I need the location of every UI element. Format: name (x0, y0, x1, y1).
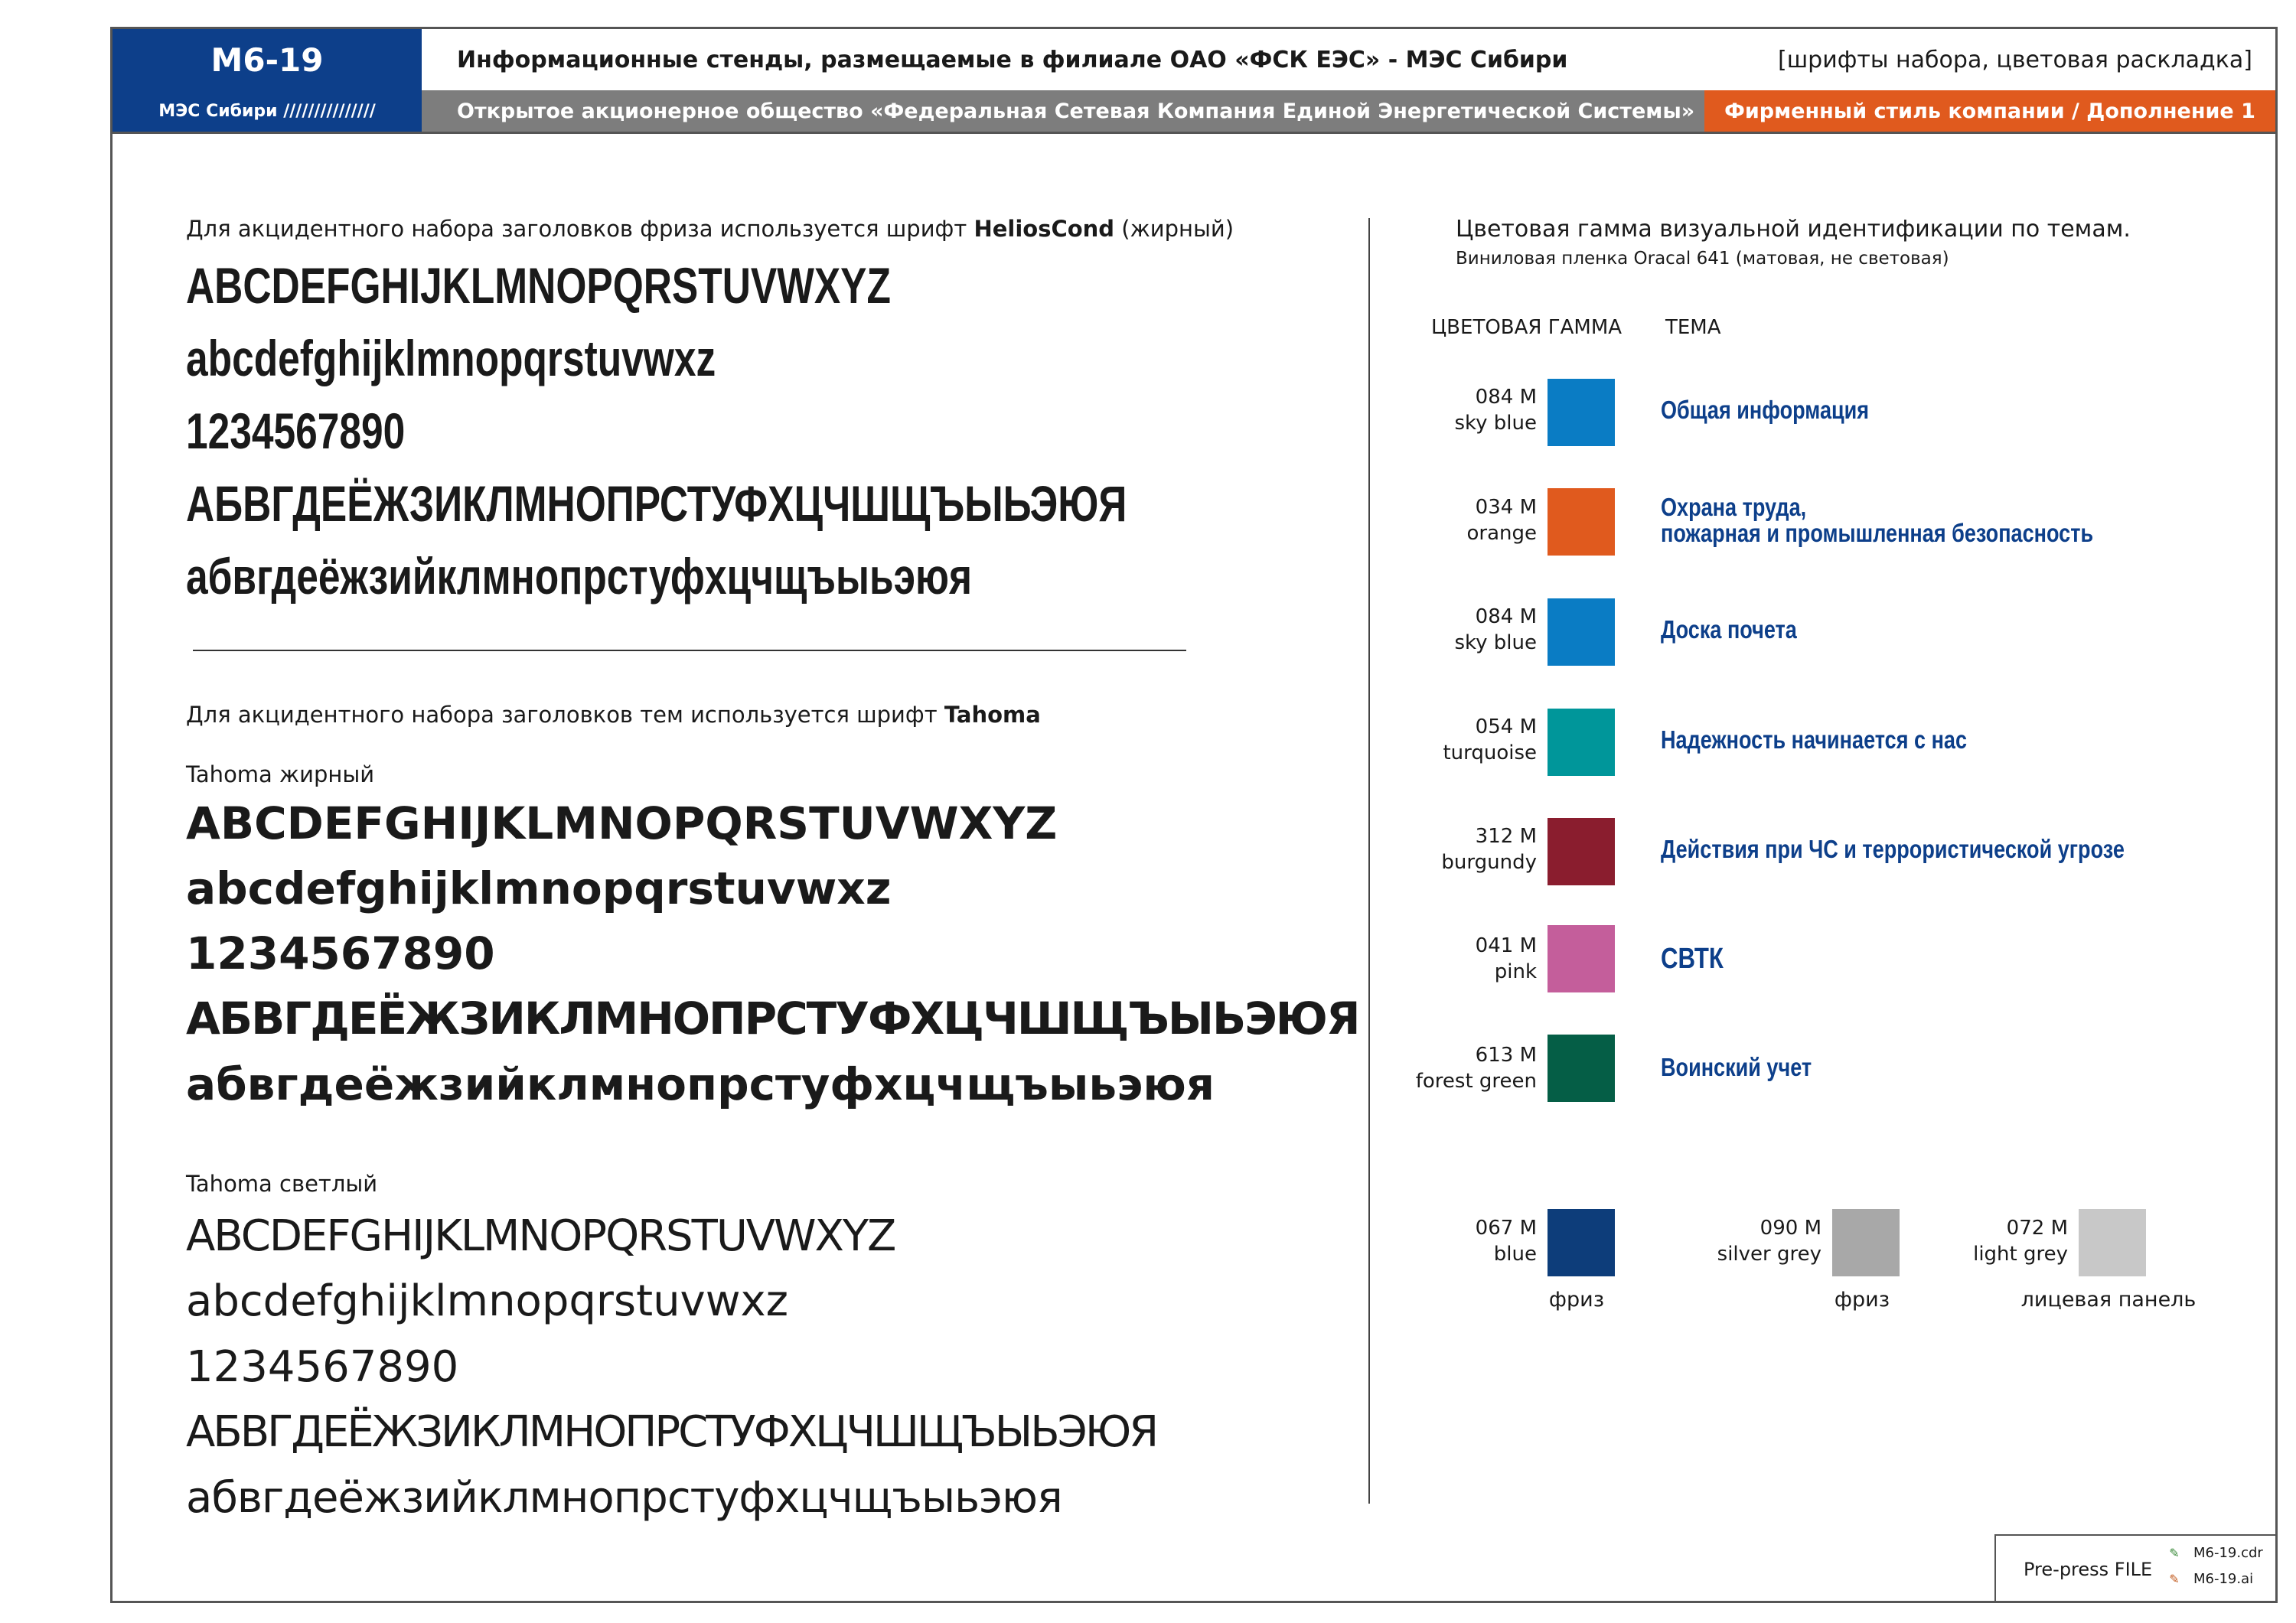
theme-label: Охрана труда, пожарная и промышленная безопасность (1661, 493, 2094, 547)
color-name: sky blue (1454, 631, 1537, 654)
color-swatch-blue (1548, 1209, 1615, 1276)
color-code-label (1338, 494, 1537, 546)
color-code-label (1338, 714, 1537, 766)
color-swatch-turquoise (1548, 709, 1615, 776)
color-swatch-burgundy (1548, 818, 1615, 885)
color-code-label (1338, 604, 1537, 656)
theme-label: Надежность начинается с нас (1661, 725, 1968, 754)
prepress-label: Pre-press FILE (2024, 1559, 2153, 1580)
color-code-label (1338, 1042, 1537, 1094)
cdr-file-icon: ✎ (2169, 1546, 2180, 1560)
color-code-label (1338, 384, 1537, 436)
prepress-file[interactable]: M6-19.ai (2193, 1571, 2254, 1587)
color-code: 312 M (1475, 825, 1537, 848)
helios-intro (186, 216, 1234, 242)
helios-intro-text: Для акцидентного набора заголовков фриза используется шрифт (186, 216, 967, 242)
prepress-box (1994, 1534, 2278, 1603)
tahoma-bold-digits: 1234567890 (186, 927, 495, 979)
tahoma-light-upper-latin: ABCDEFGHIJKLMNOPQRSTUVWXYZ (186, 1211, 895, 1261)
tahoma-font-name: Tahoma (944, 702, 1041, 728)
tahoma-light-digits: 1234567890 (186, 1342, 459, 1392)
color-swatch-sky-blue (1548, 598, 1615, 666)
header-divider (110, 132, 2278, 134)
color-swatch-sky-blue (1548, 379, 1615, 446)
color-swatch-light-grey (2079, 1209, 2146, 1276)
tahoma-intro (186, 702, 1041, 728)
header-bar (110, 27, 2278, 90)
tahoma-bold-upper-latin: ABCDEFGHIJKLMNOPQRSTUVWXYZ (186, 797, 1058, 849)
tahoma-light-label: Tahoma светлый (186, 1171, 378, 1197)
color-code-label (1338, 933, 1537, 985)
color-caption: лицевая панель (2020, 1288, 2197, 1312)
ai-file-icon: ✎ (2169, 1572, 2180, 1586)
color-name: blue (1493, 1243, 1537, 1266)
color-swatch-forest-green (1548, 1035, 1615, 1102)
helios-sample-upper-cyrillic: АБВГДЕЁЖЗИКЛМНОПРСТУФХЦЧШЩЪЫЬЭЮЯ (186, 475, 1127, 532)
helios-sample-digits: 1234567890 (186, 402, 406, 459)
color-code-label (1338, 823, 1537, 875)
prepress-file[interactable]: M6-19.cdr (2193, 1545, 2263, 1561)
header-subbar (110, 90, 2278, 132)
tahoma-bold-label: Tahoma жирный (186, 761, 375, 787)
tahoma-bold-lower-cyrillic: абвгдеёжзийклмнопрстуфхцчщъыьэюя (186, 1058, 1215, 1110)
color-name: light grey (1973, 1243, 2068, 1266)
color-code: 613 M (1475, 1044, 1537, 1067)
color-code: 041 M (1475, 934, 1537, 957)
color-swatch-pink (1548, 925, 1615, 992)
color-name: burgundy (1441, 851, 1537, 874)
color-name: pink (1494, 960, 1537, 983)
color-name: silver grey (1717, 1243, 1821, 1266)
tahoma-light-upper-cyrillic: АБВГДЕЁЖЗИКЛМНОПРСТУФХЦЧШЩЪЫЬЭЮЯ (186, 1407, 1157, 1457)
section-divider (193, 650, 1186, 651)
color-code-label (1869, 1215, 2068, 1267)
helios-sample-upper-latin: ABCDEFGHIJKLMNOPQRSTUVWXYZ (186, 257, 891, 314)
theme-label: Общая информация (1661, 396, 1870, 424)
color-name: forest green (1415, 1070, 1537, 1093)
column-header-color: ЦВЕТОВАЯ ГАММА (1431, 316, 1623, 339)
color-name: orange (1466, 522, 1537, 545)
color-code: 084 M (1475, 605, 1537, 628)
color-name: turquoise (1443, 741, 1537, 764)
palette-title: Цветовая гамма визуальной идентификации по темам. (1456, 216, 2131, 243)
tahoma-bold-upper-cyrillic: АБВГДЕЁЖЗИКЛМНОПРСТУФХЦЧШЩЪЫЬЭЮЯ (186, 992, 1359, 1045)
helios-intro-suffix: (жирный) (1121, 216, 1234, 242)
color-swatch-orange (1548, 488, 1615, 556)
theme-label: Воинский учет (1661, 1053, 1812, 1081)
color-code-label (1623, 1215, 1821, 1267)
helios-sample-lower-latin: abcdefghijklmnopqrstuvwxz (186, 330, 716, 386)
theme-label: СВТК (1661, 943, 1724, 975)
color-name: sky blue (1454, 412, 1537, 435)
palette-subtitle: Виниловая пленка Oracal 641 (матовая, не световая) (1456, 249, 1949, 269)
theme-label: Действия при ЧС и террористической угрозе (1661, 835, 2125, 863)
helios-font-name: HeliosCond (974, 216, 1115, 242)
color-code: 034 M (1475, 496, 1537, 519)
column-header-theme: ТЕМА (1665, 316, 1721, 339)
sheet-code: М6-19 (113, 29, 422, 90)
style-note: Фирменный стиль компании / Дополнение 1 (1704, 90, 2275, 132)
header-note: [шрифты набора, цветовая раскладка] (1778, 46, 2252, 73)
color-code: 054 M (1475, 715, 1537, 738)
tahoma-light-lower-cyrillic: абвгдеёжзийклмнопрстуфхцчщъыьэюя (186, 1473, 1062, 1523)
theme-label: Доска почета (1661, 615, 1797, 644)
tahoma-bold-lower-latin: abcdefghijklmnopqrstuvwxz (186, 862, 892, 914)
header-title: Информационные стенды, размещаемые в филиале ОАО «ФСК ЕЭС» - МЭС Сибири (457, 46, 1568, 73)
tahoma-light-lower-latin: abcdefghijklmnopqrstuvwxz (186, 1276, 789, 1326)
helios-sample-lower-cyrillic: абвгдеёжзийклмнопрстуфхцчщъыьэюя (186, 548, 973, 605)
color-caption: фриз (1548, 1288, 1605, 1312)
color-code: 090 M (1760, 1217, 1821, 1240)
company-name: Открытое акционерное общество «Федеральная Сетевая Компания Единой Энергетической Системы» (422, 90, 1704, 132)
color-caption: фриз (1834, 1288, 1890, 1312)
color-code: 084 M (1475, 386, 1537, 409)
color-code-label (1338, 1215, 1537, 1267)
tahoma-intro-text: Для акцидентного набора заголовков тем используется шрифт (186, 702, 938, 728)
color-code: 067 M (1475, 1217, 1537, 1240)
color-code: 072 M (2006, 1217, 2068, 1240)
branch-label: МЭС Сибири /////////////// (113, 90, 422, 132)
